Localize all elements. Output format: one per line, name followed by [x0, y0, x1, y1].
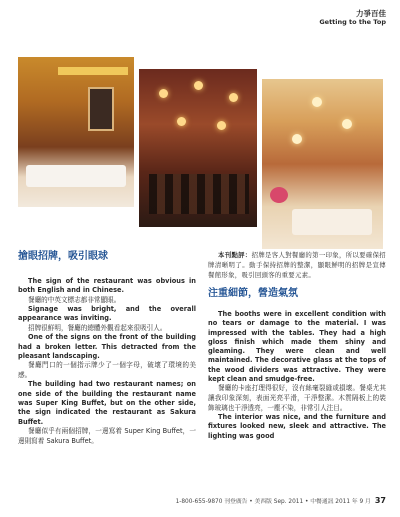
- editor-comment: [208, 250, 386, 280]
- paragraph: One of the signs on the front of the building had a broken letter. This detracted from the pleasant landscaping.: [18, 333, 196, 360]
- restaurant-photo-interior: [262, 79, 383, 249]
- page-footer: [0, 496, 386, 505]
- page-header: [319, 9, 386, 26]
- paragraph: 餐廳的中英文標志都非常顯眼。: [28, 295, 121, 304]
- right-column: [208, 250, 386, 441]
- section-heading-signage: 搶眼招牌，吸引眼球: [18, 251, 108, 262]
- paragraph: The building had two restaurant names; on one side of the building the restaurant name was Super King Buffet, but on the other side, the sign indicated the restaurant as Sakura Buffet.: [18, 380, 196, 426]
- restaurant-photo-booths: [139, 69, 257, 227]
- section-title-zh: 力爭百佳: [356, 9, 386, 18]
- paragraph: 餐廳似乎有兩個招牌，一邊寫着 Super King Buffet，一邊則寫着 Sakura Buffet。: [18, 426, 196, 445]
- section-title-en: Getting to the Top: [319, 18, 386, 26]
- page-number: 37: [374, 496, 386, 505]
- editor-comment-text: 招牌是客人對餐廳的第一印象，所以要確保招牌清晰明了。動手保持招牌的整潔，顯眼鮮明的招牌是宣傳餐館形象，吸引回頭客的重要元素。: [208, 251, 387, 279]
- section-heading-details: 注重細節，營造氣氛: [208, 288, 298, 299]
- left-column: [18, 250, 196, 446]
- editor-comment-label: 本刊點評：: [218, 251, 252, 259]
- paragraph: The sign of the restaurant was obvious in both English and in Chinese.: [18, 277, 196, 295]
- paragraph: 餐廳門口的一個指示牌少了一個字母，破壞了環境的美感。: [18, 361, 196, 379]
- paragraph: The booths were in excellent condition with no tears or damage to the material. I was impressed with the tables. They had a high gloss finish which made them shiny and gleaming. They were clean and well maintained. The decorative glass at the tops of the wood dividers was attractive. They were kept clean and smudge-free.: [208, 310, 386, 384]
- photo-strip: [18, 57, 383, 242]
- paragraph: The interior was nice, and the furniture and fixtures looked new, sleek and attractive. The lighting was good: [208, 413, 386, 440]
- paragraph: 招牌很鮮明，餐廳的總體外觀看起來很吸引人。: [28, 323, 167, 332]
- paragraph: Signage was bright, and the overall appearance was inviting.: [18, 305, 196, 323]
- paragraph: 餐廳的卡座打理得很好，沒有絲毫裂縫或損壞。餐桌尤其讓我印象深刻，表面光亮平滑，干淨整潔。木質隔板上的裝飾玻璃也干淨透亮，一塵不染，非常引人注目。: [208, 384, 386, 412]
- restaurant-photo-dining-area: [18, 57, 134, 207]
- footer-text: 1-800-655-9870 刊登廣告 • 美西版 Sep. 2011 • 中餐通訊 2011 年 9 月: [175, 499, 371, 505]
